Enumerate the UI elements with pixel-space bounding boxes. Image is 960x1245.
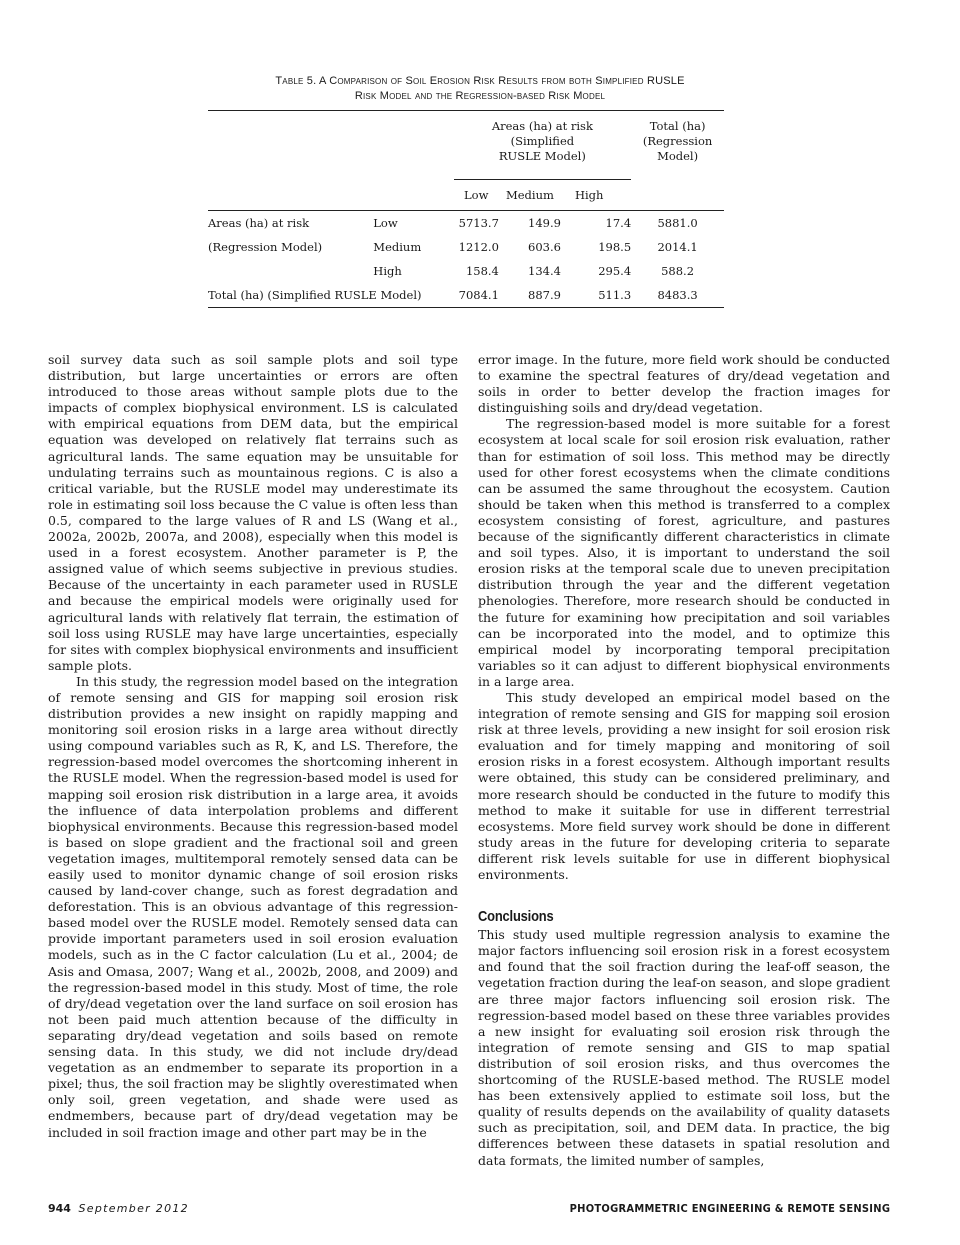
table-caption-line2: Risk Model and the Regression-based Risk Model (354, 90, 606, 102)
subheader-low: Low (454, 180, 499, 211)
left-paragraph-1: soil survey data such as soil sample plots and soil type distribution, but large uncertainties or errors are often introduced to those areas without sample plots due to the impacts of complex biophysical environment. LS is calculated with empirical equations from DEM data, but the empirical equation was developed on relatively flat terrains such as agricultural lands. The same equation may be unsuitable for undulating terrains such as mountainous regions. C is also a critical variable, but the RUSLE model may underestimate its role in estimating soil loss because the C value is often less than 0.5, compared to the large values of R and LS (Wang et al., 2002a, 2002b, 2007a, and 2008), especially when this model is used in a forest ecosystem. Another parameter is P, the assigned value of which seems subjective in previous studies. Because of the uncertainty in each parameter used in RUSLE and because the empirical models were originally used for agricultural lands with relatively flat terrain, the estimation of soil loss using RUSLE may have large uncertainties, especially for sites with complex biophysical environments and insufficient sample plots. (48, 352, 458, 673)
header-simplified-rusle: Areas (ha) at risk (Simplified RUSLE Model) (454, 111, 632, 180)
table-row-total: Total (ha) (Simplified RUSLE Model) 7084.1 887.9 511.3 8483.3 (208, 283, 724, 308)
page-number: 944 (48, 1202, 71, 1215)
comparison-table (208, 110, 724, 308)
journal-name: PHOTOGRAMMETRIC ENGINEERING & REMOTE SENSING (569, 1202, 890, 1215)
left-column (48, 352, 458, 1141)
table-caption (150, 74, 810, 104)
table-subheader-row (208, 180, 724, 211)
table-row: High 158.4 134.4 295.4 588.2 (373, 264, 695, 278)
footer-left (48, 1202, 189, 1215)
conclusions-heading: Conclusions (478, 908, 554, 926)
table-row: (Regression Model) Medium 1212.0 603.6 198.5 2014.1 (208, 240, 698, 254)
right-paragraph-2: The regression-based model is more suitable for a forest ecosystem at local scale for soil erosion risk evaluation, rather than for estimation of soil loss. This method may be directly used for other forest ecosystems when the climate conditions can be assumed the same throughout the ecosystem. Caution should be taken when this method is transferred to a complex ecosystem consisting of forest, agriculture, and pastures because of the significantly different characteristics in climate and soil types. Also, it is important to understand the soil erosion risks at the temporal scale due to uneven precipitation distribution through the year and the different vegetation phenologies. Therefore, more research should be conducted in the future for examining how precipitation and soil variables can be incorporated into the model, and to optimize this empirical model by incorporating temporal precipitation variables so it can adjust to different biophysical environments in a large area. (478, 416, 890, 689)
header-total-regression: Total (ha) (Regression Model) (631, 111, 724, 180)
table-header-row (208, 111, 724, 180)
conclusions-paragraph: This study used multiple regression analysis to examine the major factors influencing soil erosion risk in a forest ecosystem and found that the soil fraction during the leaf-off season, the vegetation fraction during the leaf-on season, and slope gradient are three major factors influencing soil erosion risk. The regression-based model based on these three variables provides a new insight for evaluating soil erosion risk through the integration of remote sensing and GIS to map spatial distribution of soil erosion risks, and thus overcomes the shortcoming of the RUSLE-based method. The RUSLE model has been extensively applied to estimate soil loss, but the quality of results depends on the availability of quality datasets such as precipitation, soil, and DEM data. In practice, the big differences between these datasets in spatial resolution and data formats, the limited number of samples, (478, 927, 890, 1168)
left-paragraph-2: In this study, the regression model based on the integration of remote sensing and GIS for mapping soil erosion risk distribution provides a new insight on rapidly mapping and monitoring soil erosion risks in a large area without directly using compound variables such as R, K, and LS. Therefore, the regression-based model overcomes the shortcoming inherent in the RUSLE model. When the regression-based model is used for mapping soil erosion risk distribution in a large area, it avoids the influence of data interpolation problems and different biophysical environments. Because this regression-based model is based on slope gradient and the fractional soil and green vegetation images, multitemporal remotely sensed data can be easily used to monitor dynamic change of soil erosion risks caused by land-cover change, such as forest degradation and deforestation. This is an obvious advantage of this regression-based model over the RUSLE model. Remotely sensed data can provide important parameters used in soil erosion evaluation models, such as in the C factor calculation (Lu et al., 2004; de Asis and Omasa, 2007; Wang et al., 2002b, 2008, and 2009) and the regression-based model in this study. Most of time, the role of dry/dead vegetation over the land surface on soil erosion has not been paid much attention because of the difficulty in separating dry/dead vegetation and soils based on remote sensing data. In this study, we did not include dry/dead vegetation as an endmember to separate its proportion in a pixel; thus, the soil fraction may be slightly overestimated when only soil, green vegetation, and shade were used as endmembers, because part of dry/dead vegetation may be included in soil fraction image and other part may be in the (48, 673, 458, 1140)
right-paragraph-1: error image. In the future, more field work should be conducted to examine the spectral features of dry/dead vegetation and soils in order to better develop the fraction images for distinguishing soils and dry/dead vegetation. (478, 352, 890, 416)
subheader-medium: Medium (499, 180, 561, 211)
table-caption-line1: Table 5. A Comparison of Soil Erosion Risk Results from both Simplified RUSLE (275, 75, 685, 87)
issue-date: September 2012 (78, 1202, 189, 1215)
right-column (478, 352, 890, 1169)
table-row: Areas (ha) at risk Low 5713.7 149.9 17.4 5881.0 (208, 216, 698, 230)
right-paragraph-3: This study developed an empirical model based on the integration of remote sensing and GIS for mapping soil erosion risk at three levels, providing a new insight for soil erosion risk evaluation and for timely mapping and monitoring of soil erosion risks in a forest ecosystem. Although important results were obtained, this study can be considered preliminary, and more research should be conducted in the future to modify this method to make it suitable for use in different terrestrial ecosystems. More field survey work should be done in different study areas in the future for developing criteria to separate different risk levels suitable for use in different biophysical environments. (478, 689, 890, 882)
subheader-high: High (561, 180, 631, 211)
